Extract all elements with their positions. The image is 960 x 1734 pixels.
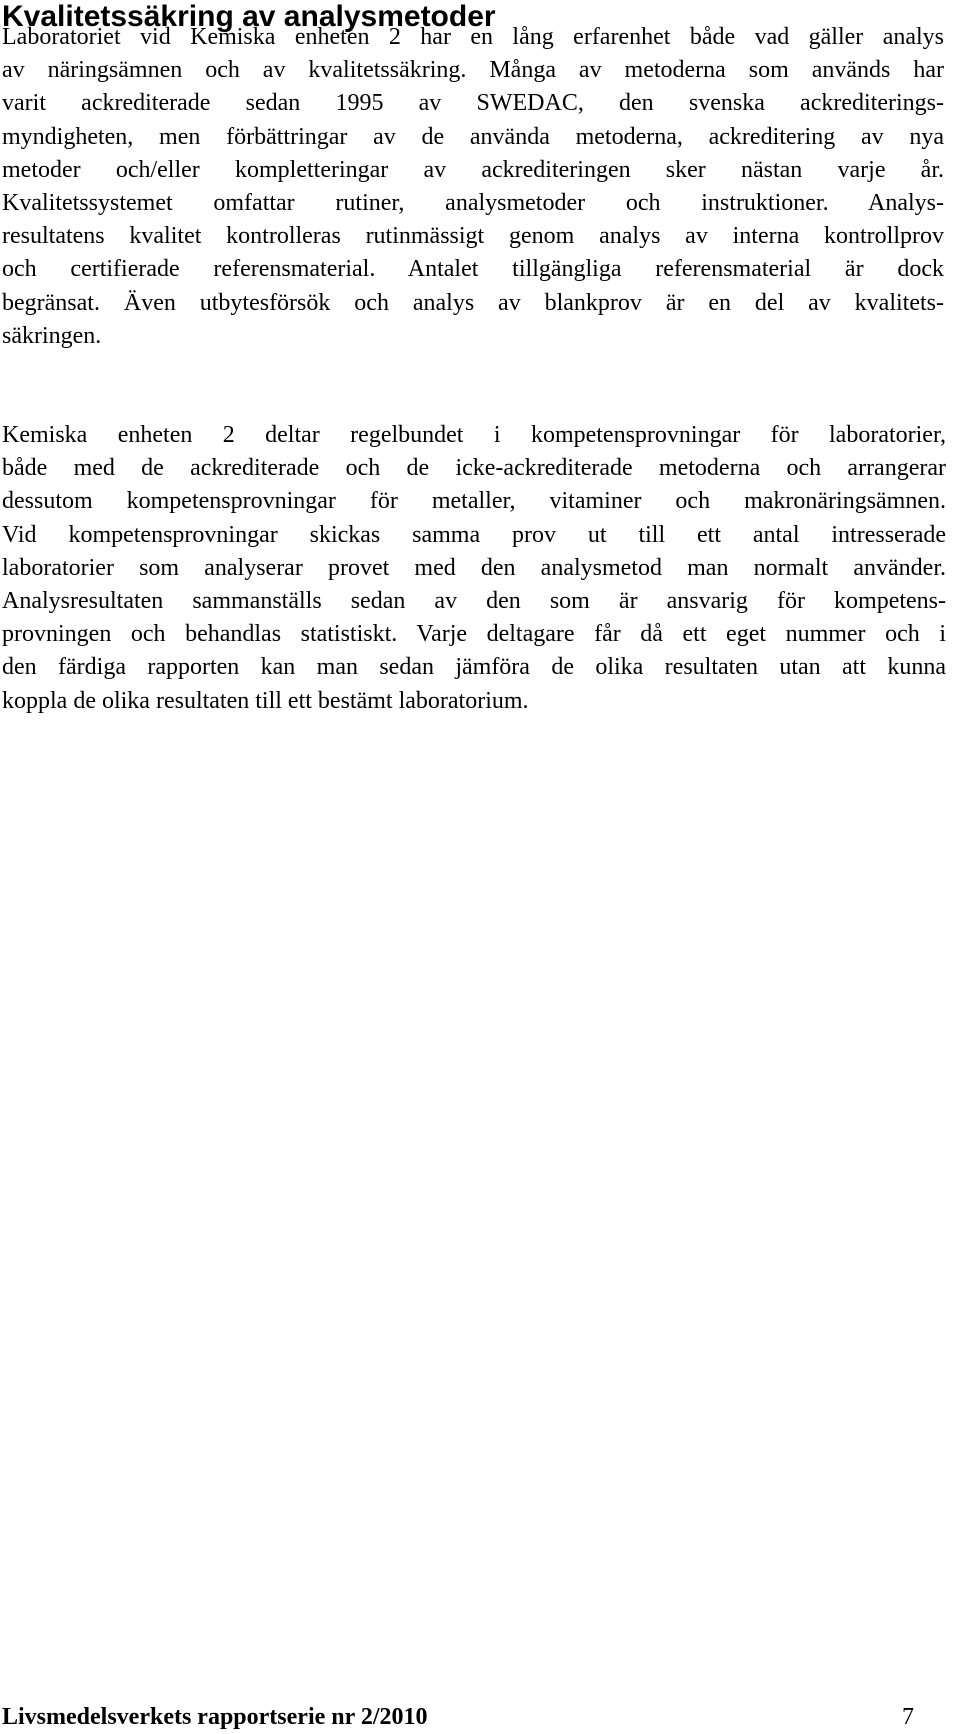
paragraph-line: Analysresultaten sammanställs sedan av den som är ansvarig för kompetens- (2, 588, 946, 615)
paragraph-line: metoder och/eller kompletteringar av ackrediteringen sker nästan varje år. (2, 156, 944, 183)
paragraph-quality-assurance (2, 21, 944, 353)
paragraph-line: den färdiga rapporten kan man sedan jämföra de olika resultaten utan att kunna (2, 654, 946, 681)
paragraph-line: myndigheten, men förbättringar av de använda metoderna, ackreditering av nya (2, 123, 944, 150)
footer-series-title: Livsmedelsverkets rapportserie nr 2/2010 (2, 1704, 428, 1730)
paragraph-line: av näringsämnen och av kvalitetssäkring. Många av metoderna som används har (2, 57, 944, 84)
paragraph-line: varit ackrediterade sedan 1995 av SWEDAC, den svenska ackrediterings- (2, 90, 944, 117)
paragraph-line: Vid kompetensprovningar skickas samma prov ut till ett antal intresserade (2, 521, 946, 548)
paragraph-line: säkringen. (2, 322, 102, 349)
paragraph-line: Laboratoriet vid Kemiska enheten 2 har en lång erfarenhet både vad gäller analys (2, 24, 944, 50)
paragraph-line: dessutom kompetensprovningar för metaller, vitaminer och makronäringsämnen. (2, 488, 946, 515)
paragraph-proficiency-testing (2, 419, 946, 718)
paragraph-line: resultatens kvalitet kontrolleras rutinmässigt genom analys av interna kontrollprov (2, 223, 944, 250)
paragraph-line: laboratorier som analyserar provet med den analysmetod man normalt använder. (2, 554, 946, 581)
paragraph-line: Kemiska enheten 2 deltar regelbundet i kompetensprovningar för laboratorier, (2, 422, 946, 448)
paragraph-line: både med de ackrediterade och de icke-ackrediterade metoderna och arrangerar (2, 455, 946, 482)
page-number: 7 (902, 1704, 914, 1730)
paragraph-line: provningen och behandlas statistiskt. Varje deltagare får då ett eget nummer och i (2, 621, 946, 648)
paragraph-line: koppla de olika resultaten till ett bestämt laboratorium. (2, 687, 529, 714)
paragraph-line: Kvalitetssystemet omfattar rutiner, analysmetoder och instruktioner. Analys- (2, 190, 944, 217)
section-heading: Kvalitetssäkring av analysmetoder (2, 0, 496, 33)
paragraph-line: begränsat. Även utbytesförsök och analys av blankprov är en del av kvalitets- (2, 289, 944, 316)
paragraph-line: och certifierade referensmaterial. Antalet tillgängliga referensmaterial är dock (2, 256, 944, 283)
